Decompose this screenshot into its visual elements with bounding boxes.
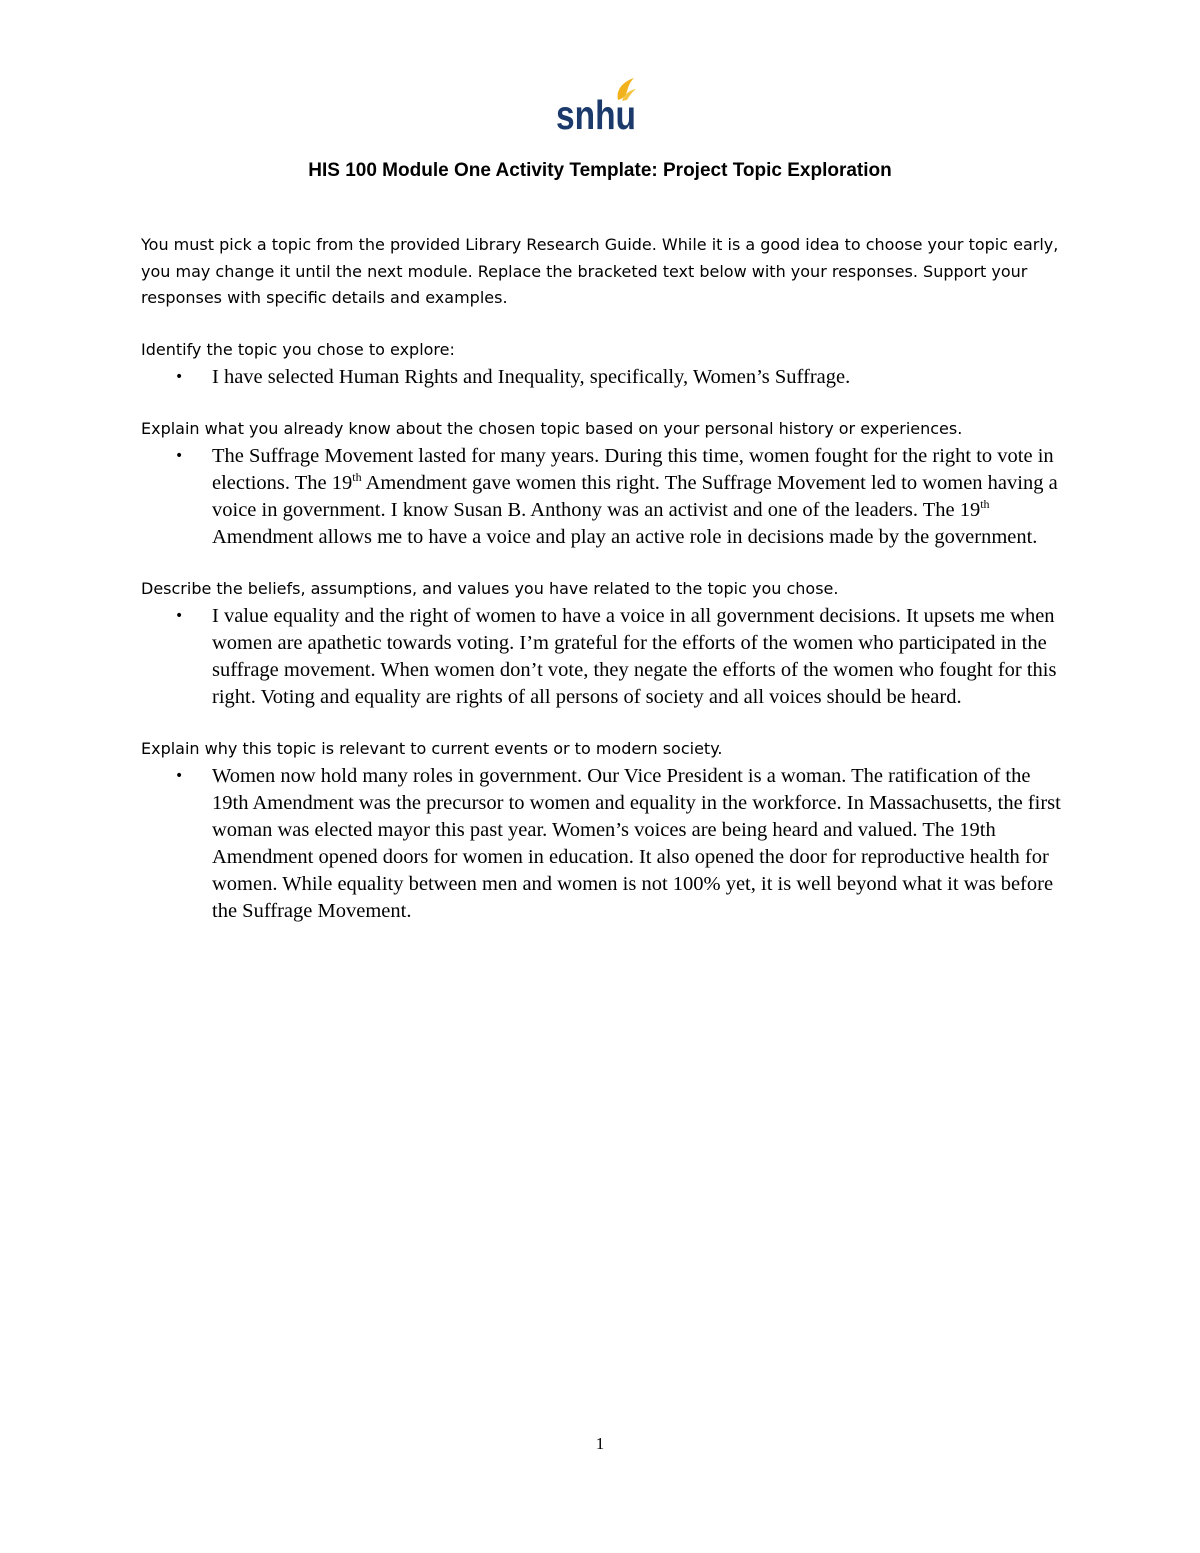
section-answer	[141, 603, 1061, 711]
section-prompt: Describe the beliefs, assumptions, and values you have related to the topic you chose.	[141, 578, 839, 598]
section-beliefs	[141, 577, 1061, 711]
section-prompt: Identify the topic you chose to explore:	[141, 339, 455, 359]
section-relevance	[141, 737, 1061, 925]
section-prompt: Explain what you already know about the chosen topic based on your personal history or experiences.	[141, 418, 963, 438]
answer-text-part: Amendment gave women this right. The Suffrage Movement led to women having a voice in government. I know Susan B. Anthony was an activist and one of the leaders. The 19	[212, 471, 1058, 521]
answer-text: Women now hold many roles in government. Our Vice President is a woman. The ratification of the 19th Amendment was the precursor to women and equality in the workforce. In Massachusetts, the first woman was elected mayor this past year. Women’s voices are being heard and valued. The 19th Amendment opened doors for women in education. It also opened the door for reproductive health for women. While equality between men and women is not 100% yet, it is well beyond what it was before the Suffrage Movement.	[212, 764, 1061, 922]
answer-text: I have selected Human Rights and Inequality, specifically, Women’s Suffrage.	[212, 365, 851, 388]
document-body	[141, 232, 1061, 951]
section-answer	[141, 763, 1061, 925]
snhu-logo	[556, 74, 640, 138]
answer-text: I value equality and the right of women to have a voice in all government decisions. It upsets me when women are apathetic towards voting. I’m grateful for the efforts of the women who participated in the suffrage movement. When women don’t vote, they negate the efforts of the women who fought for this right. Voting and equality are rights of all persons of society and all voices should be heard.	[212, 604, 1057, 708]
bullet-marker: •	[175, 447, 184, 464]
document-title: HIS 100 Module One Activity Template: Project Topic Exploration	[308, 160, 892, 181]
answer-text-part: The Suffrage Movement lasted for many years. During this time, women fought for the right to vote in elections. The 19	[212, 444, 1054, 494]
bullet-marker: •	[175, 607, 184, 624]
section-prior-knowledge	[141, 417, 1061, 551]
bullet-marker: •	[175, 368, 184, 385]
ordinal-suffix: th	[980, 496, 990, 511]
section-answer	[141, 364, 1061, 391]
section-answer	[141, 443, 1061, 551]
logo-wordmark: snhu	[556, 92, 636, 138]
intro-paragraph: You must pick a topic from the provided Library Research Guide. While it is a good idea to choose your topic early, you may change it until the next module. Replace the bracketed text below with your responses. Support your responses with specific details and examples.	[141, 235, 1059, 307]
ordinal-suffix: th	[352, 469, 362, 484]
bullet-marker: •	[175, 767, 184, 784]
section-prompt: Explain why this topic is relevant to current events or to modern society.	[141, 738, 723, 758]
section-topic	[141, 338, 1061, 391]
page-number: 1	[595, 1434, 605, 1453]
answer-text-part: Amendment allows me to have a voice and play an active role in decisions made by the government.	[212, 525, 1038, 548]
